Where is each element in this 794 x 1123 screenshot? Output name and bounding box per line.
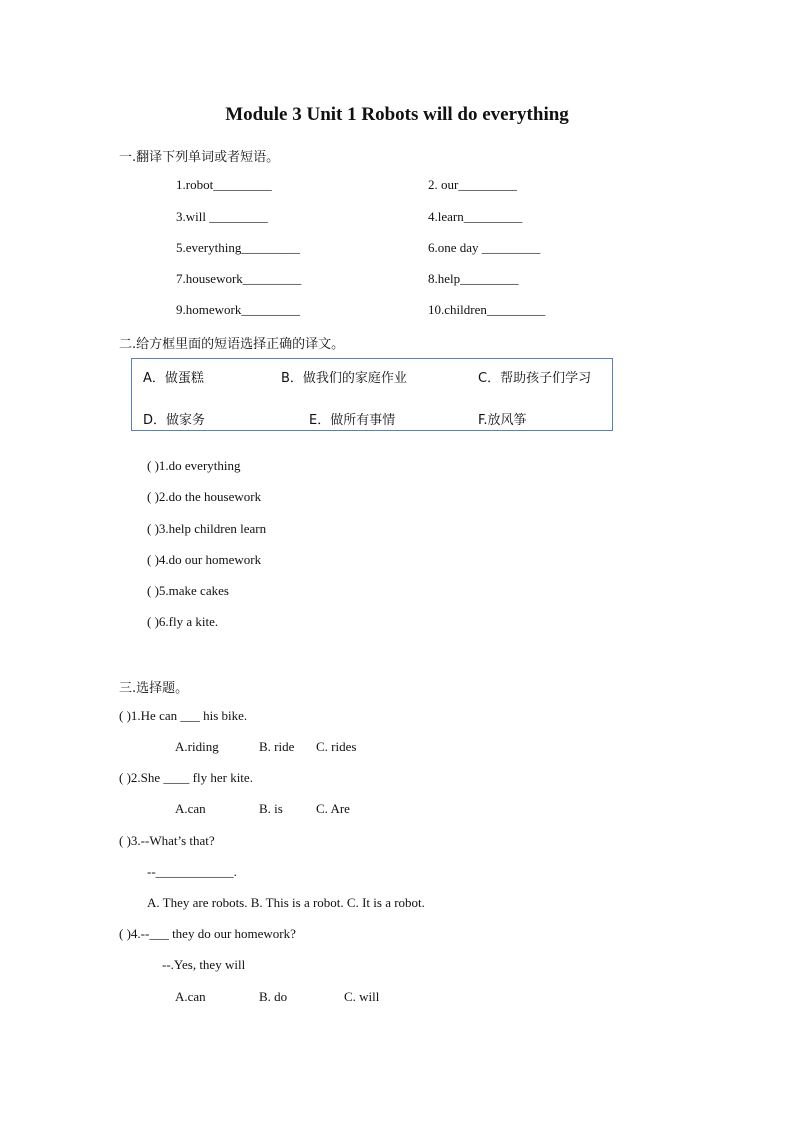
matching-question: ( )2.do the housework xyxy=(147,489,262,504)
choice-option: C. Are xyxy=(316,801,350,816)
matching-question: ( )3.help children learn xyxy=(147,521,267,536)
option-f: F.放风筝 xyxy=(478,413,527,428)
choice-option: B. ride xyxy=(259,739,295,754)
option-d: D．做家务 xyxy=(143,413,206,428)
section1-heading: 一.翻译下列单词或者短语。 xyxy=(119,150,280,165)
page-title: Module 3 Unit 1 Robots will do everything xyxy=(225,104,569,125)
choice-question-4: ( )4.--___ they do our homework? xyxy=(119,926,296,941)
vocab-item: 2. our_________ xyxy=(428,177,517,192)
vocab-item: 5.everything_________ xyxy=(176,240,300,255)
section2-heading: 二.给方框里面的短语选择正确的译文。 xyxy=(119,337,345,352)
choice-question-1: ( )1.He can ___ his bike. xyxy=(119,708,248,723)
vocab-item: 7.housework_________ xyxy=(176,271,302,286)
vocab-item: 4.learn_________ xyxy=(428,209,523,224)
option-c: C．帮助孩子们学习 xyxy=(478,371,592,386)
choice-option: A.can xyxy=(175,989,206,1004)
answer-line: --.Yes, they will xyxy=(162,957,246,972)
vocab-item: 8.help_________ xyxy=(428,271,519,286)
choice-option: A.riding xyxy=(175,739,219,754)
choice-option: C. will xyxy=(344,989,380,1004)
choice-options-line: A. They are robots. B. This is a robot. C. It is a robot. xyxy=(147,895,425,910)
option-b: B．做我们的家庭作业 xyxy=(281,371,407,386)
vocab-item: 1.robot_________ xyxy=(176,177,272,192)
vocab-item: 3.will _________ xyxy=(176,209,268,224)
matching-question: ( )4.do our homework xyxy=(147,552,262,567)
section3-heading: 三.选择题。 xyxy=(119,681,189,696)
choice-option: B. do xyxy=(259,989,288,1004)
choice-option: A.can xyxy=(175,801,206,816)
option-a: A．做蛋糕 xyxy=(143,371,204,386)
option-e: E．做所有事情 xyxy=(309,413,396,428)
answer-line: --____________. xyxy=(147,864,237,879)
choice-question-3: ( )3.--What’s that? xyxy=(119,833,215,848)
matching-question: ( )1.do everything xyxy=(147,458,241,473)
vocab-item: 6.one day _________ xyxy=(428,240,541,255)
matching-question: ( )5.make cakes xyxy=(147,583,229,598)
vocab-item: 9.homework_________ xyxy=(176,302,300,317)
choice-question-2: ( )2.She ____ fly her kite. xyxy=(119,770,253,785)
choice-option: B. is xyxy=(259,801,283,816)
vocab-item: 10.children_________ xyxy=(428,302,546,317)
choice-option: C. rides xyxy=(316,739,357,754)
matching-question: ( )6.fly a kite. xyxy=(147,614,219,629)
